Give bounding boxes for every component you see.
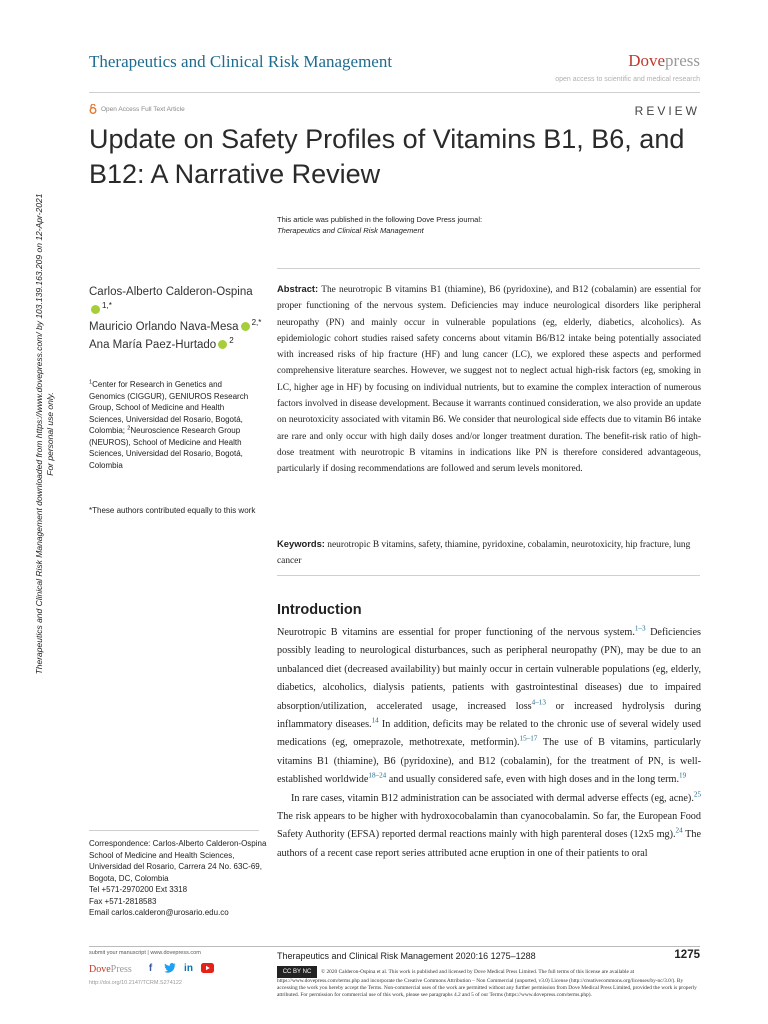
open-access-icon (89, 104, 97, 114)
author-1[interactable]: Carlos-Alberto Calderon-Ospina (89, 286, 253, 298)
intro-paragraph-1 (277, 624, 701, 790)
section-heading-introduction: Introduction (277, 602, 362, 618)
keywords-text: neurotropic B vitamins, safety, thiamine, pyridoxine, cobalamin, neurotoxicity, hip fracture, lung cancer (277, 540, 691, 566)
intro-text: The risk appears to be higher with hydroxocobalamin than cyanocobalamin. So far, the European Food Safety Authority (EFSA) reported dermal reactions mainly with high parenteral doses (12x5 mg). (277, 811, 701, 841)
publication-note-journal[interactable]: Therapeutics and Clinical Risk Management (277, 226, 424, 235)
article-type: REVIEW (634, 104, 700, 118)
author-list (89, 284, 265, 354)
open-access-label (89, 104, 185, 114)
orcid-icon[interactable] (241, 322, 250, 331)
abstract-label: Abstract: (277, 283, 319, 294)
cc-license-badge[interactable]: CC BY NC (277, 966, 317, 978)
publisher-logo[interactable] (628, 51, 700, 71)
doi-link[interactable]: http://doi.org/10.2147/TCRM.S274122 (89, 980, 182, 986)
footer-publisher-logo[interactable] (89, 964, 132, 975)
youtube-icon[interactable] (201, 962, 214, 974)
publisher-tagline: open access to scientific and medical research (555, 76, 700, 83)
correspondence-tel: Tel +571-2970200 Ext 3318 (89, 885, 188, 894)
correspondence-divider (89, 830, 259, 831)
author-2[interactable]: Mauricio Orlando Nava-Mesa (89, 321, 239, 333)
correspondence-email[interactable]: Email carlos.calderon@urosario.edu.co (89, 908, 229, 917)
introduction-body (277, 624, 701, 863)
license-block (277, 966, 701, 999)
orcid-icon[interactable] (218, 340, 227, 349)
correspondence (89, 838, 269, 919)
abstract-divider-top (277, 268, 700, 269)
ref-link[interactable]: 4–13 (531, 698, 546, 707)
affil-2-text: Neuroscience Research Group (NEUROS), School of Medicine and Health Sciences, Universidad del Rosario, Bogotá, Colombia (89, 426, 243, 470)
affiliations (89, 379, 259, 471)
intro-text: In addition, deficits may be related to the chronic use of several widely used medications (eg, omeprazole, methotrexate, metformin). (277, 719, 701, 749)
download-watermark-line1: Therapeutics and Clinical Risk Management downloaded from https://www.dovepress.com/ by 103.139.163.209 on 12-Apr-2021 (34, 193, 44, 675)
footer-press: Press (110, 964, 132, 975)
download-watermark-text (34, 160, 56, 708)
citation: Therapeutics and Clinical Risk Management 2020:16 1275–1288 (277, 951, 536, 961)
author-3[interactable]: Ana María Paez-Hurtado (89, 338, 217, 351)
download-watermark (22, 160, 72, 720)
license-text: © 2020 Calderon-Ospina et al. This work is published and licensed by Dove Medical Press Limited. The full terms of this license are available at https://www.dovepress.com/terms.php and incorporate the Creative Commons Attribution – Non Commercial (unported, v3.0) License (http://creativecommons.org/licenses/by-nc/3.0/). By accessing the work you hereby accept the Terms. Non-commercial uses of the work are permitted without any further permission from Dove Medical Press Limited, provided the work is properly attributed. For permission for commercial use of this work, please see paragraphs 4.2 and 5 of our Terms (https://www.dovepress.com/terms.php). (277, 969, 697, 998)
abstract (277, 281, 701, 478)
linkedin-icon[interactable]: in (184, 962, 193, 974)
ref-link[interactable]: 24 (675, 827, 683, 836)
correspondence-fax: Fax +571-2818583 (89, 896, 157, 906)
author-3-affil: 2 (229, 335, 234, 345)
intro-text: Deficiencies possibly leading to neurological disturbances, such as peripheral neuropathy (PN), may be due to an unbalanced diet (decreased availability) but mainly occur in certain vulnerable populations (eg, elderly, diabetics, alcoholics, dialysis patients, patients with gastrointestinal diseases) due to impaired absorption/utilization, accelerated usage, increased loss (277, 627, 701, 712)
publication-note (277, 214, 482, 236)
header-divider (89, 92, 700, 93)
keywords-label: Keywords: (277, 538, 325, 549)
intro-text: In rare cases, vitamin B12 administration can be associated with dermal adverse effects (eg, acne). (291, 792, 694, 804)
orcid-icon[interactable] (91, 305, 100, 314)
intro-text: and usually considered safe, even with high doses and in the long term. (386, 774, 680, 786)
intro-text: Neurotropic B vitamins are essential for proper functioning of the nervous system. (277, 627, 635, 638)
ref-link[interactable]: 18–24 (368, 771, 387, 780)
publisher-press: press (665, 51, 700, 70)
equal-contribution-note: *These authors contributed equally to this work (89, 506, 256, 515)
open-access-text: Open Access Full Text Article (101, 105, 185, 113)
keywords (277, 536, 701, 569)
footer-dove: Dove (89, 964, 111, 975)
author-1-affil: 1,* (102, 300, 112, 310)
article-title: Update on Safety Profiles of Vitamins B1, B6, and B12: A Narrative Review (89, 124, 685, 189)
ref-link[interactable]: 19 (679, 771, 687, 780)
intro-text: The use of B vitamins, particularly vitamins B1 (thiamine), B6 (pyridoxine), and B12 (cobalamin), for the treatment of PN, is well-established worldwide (277, 737, 702, 786)
intro-text: or increased hydrolysis during inflammatory diseases. (277, 700, 701, 731)
affil-1-text: Center for Research in Genetics and Genomics (CIGGUR), GENIUROS Research Group, School of Medicine and Health Sciences, Universidad del Rosario, Bogotá, Colombia; (89, 380, 249, 435)
intro-text: The authors of a recent case report series attributed acne eruption in one of their patients to oral (277, 829, 702, 859)
affil-1-num: 1 (89, 379, 93, 386)
facebook-icon[interactable]: f (148, 962, 153, 974)
page-number: 1275 (674, 949, 700, 961)
affil-2-num: 2 (127, 425, 131, 432)
ref-link[interactable]: 1–3 (634, 624, 646, 633)
download-watermark-line2: For personal use only. (45, 392, 55, 476)
abstract-text: The neurotropic B vitamins B1 (thiamine), B6 (pyridoxine), and B12 (cobalamin) are essential for proper functioning of the nervous system. Deficiencies may induce neurological disorders like peripheral neuropathy (PN) and mainly occur in vulnerable populations (eg, elderly, diabetics, alcoholics). As epidemiologic cohort studies raised safety concerns about vitamin B6/B12 intake being potentially associated with increased risks of hip fracture (HF) and lung cancer (LC), we explored these aspects and performed comprehensive literature searches. However, we suggest not to neglect actual high-risk factors (eg, smoking in LC, higher age in HF) by focusing on individual nutrients, but to examine the complex interaction of numerous factors involved in disease development. Because it warrants continued consideration, we also provide an update on neurotoxicity associated with vitamin B6. We consider that neurological side effects due to vitamin B6 intake are rare and only occur with high daily doses and/or longer treatment duration. The benefit-risk ratio of high-dose treatment with neurotropic B vitamins in indications like PN is therefore considered advantageous, particularly if dosing recommendations are followed and serum levels monitored. (277, 285, 701, 475)
publisher-dove: Dove (628, 51, 666, 70)
intro-paragraph-2 (277, 790, 701, 864)
footer-divider (89, 946, 700, 947)
social-links (144, 962, 214, 974)
ref-link[interactable]: 15–17 (519, 735, 538, 744)
correspondence-address: School of Medicine and Health Sciences, Universidad del Rosario, Carrera 24 No. 63C-69, Bogota, DC, Colombia (89, 850, 262, 883)
submit-manuscript-link[interactable]: submit your manuscript | www.dovepress.com (89, 950, 201, 956)
correspondence-author: Correspondence: Carlos-Alberto Calderon-Ospina (89, 839, 267, 848)
ref-link[interactable]: 25 (693, 790, 701, 799)
twitter-icon[interactable] (163, 962, 176, 974)
publication-note-line: This article was published in the following Dove Press journal: (277, 215, 483, 224)
journal-name: Therapeutics and Clinical Risk Management (89, 52, 393, 71)
author-2-affil: 2,* (251, 318, 262, 328)
abstract-divider-bottom (277, 575, 700, 576)
ref-link[interactable]: 14 (371, 716, 379, 725)
